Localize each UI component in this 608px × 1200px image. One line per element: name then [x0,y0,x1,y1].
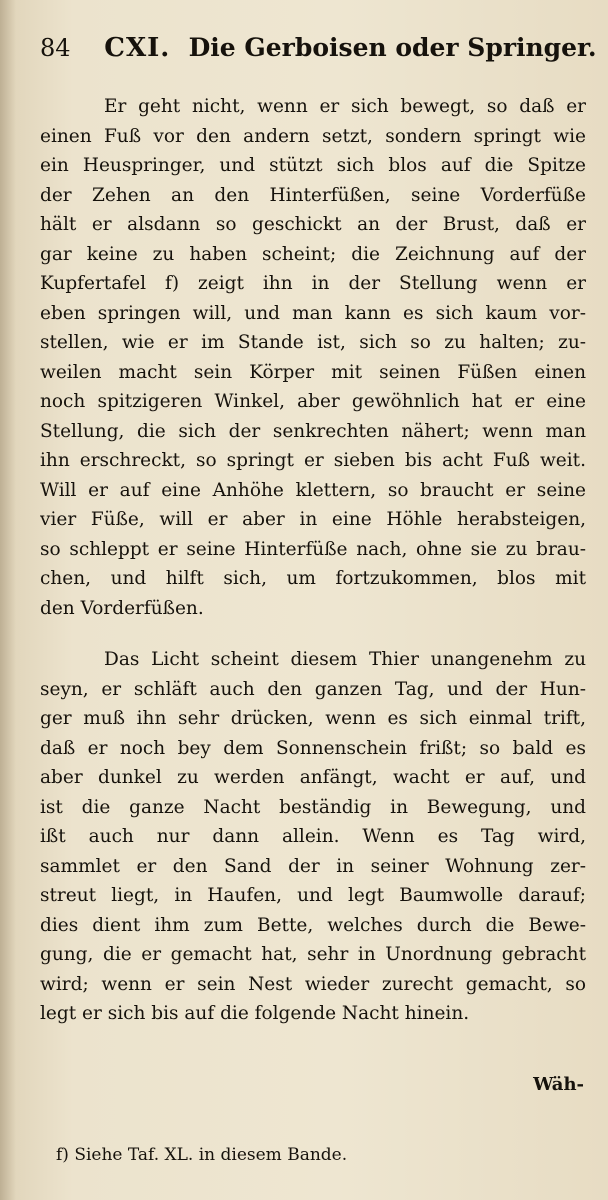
text-line: eben springen will, und man kann es sich kaum vor- [40,302,586,324]
body-text [40,92,586,1029]
catchword: Wäh- [533,1074,584,1095]
footnote: f) Siehe Taf. XL. in diesem Bande. [56,1145,348,1165]
paragraph [40,92,586,623]
spine-shadow [0,0,16,1200]
text-line: legt er sich bis auf die folgende Nacht hinein. [40,1003,470,1024]
text-line: sammlet er den Sand der in seiner Wohnung zer- [40,855,586,877]
text-line: weilen macht sein Körper mit seinen Füßen einen [40,361,586,383]
text-line: Er geht nicht, wenn er sich bewegt, so daß er [104,96,586,117]
text-line: hält er alsdann so geschickt an der Brust, daß er [40,214,586,235]
text-line: streut liegt, in Haufen, und legt Baumwolle darauf; [40,885,586,906]
text-line: gar keine zu haben scheint; die Zeichnung auf der [40,243,586,265]
text-line: den Vorderfüßen. [40,597,204,619]
text-line: vier Füße, will er aber in eine Höhle herabsteigen, [40,509,586,530]
page-number: 84 [40,34,71,62]
text-line: wird; wenn er sein Nest wieder zurecht gemacht, so [40,973,586,995]
text-line: Stellung, die sich der senkrechten nähert; wenn man [40,420,586,442]
text-line: Will er auf eine Anhöhe klettern, so braucht er seine [40,479,586,501]
text-line: Kupfertafel f) zeigt ihn in der Stellung wenn er [40,273,586,294]
text-line: ist die ganze Nacht beständig in Bewegung, und [40,796,586,818]
text-line: Das Licht scheint diesem Thier unangenehm zu [104,649,586,670]
paragraph [40,645,586,1029]
text-line: so schleppt er seine Hinterfüße nach, ohne sie zu brau- [40,538,586,560]
text-line: gung, die er gemacht hat, sehr in Unordnung gebracht [40,944,586,965]
text-line: einen Fuß vor den andern setzt, sondern springt wie [40,125,586,147]
chapter-number: CXI. [104,33,171,63]
text-line: der Zehen an den Hinterfüßen, seine Vorderfüße [40,184,586,206]
text-line: ißt auch nur dann allein. Wenn es Tag wird, [40,826,586,847]
text-line: noch spitzigeren Winkel, aber gewöhnlich hat er eine [40,391,586,412]
text-line: daß er noch bey dem Sonnenschein frißt; so bald es [40,737,586,759]
text-line: stellen, wie er im Stande ist, sich so zu halten; zu- [40,332,586,353]
text-line: aber dunkel zu werden anfängt, wacht er auf, und [40,767,586,788]
text-line: ihn erschreckt, so springt er sieben bis acht Fuß weit. [40,450,586,471]
chapter-title: Die Gerboisen oder Springer. [188,33,597,62]
text-line: chen, und hilft sich, um fortzukommen, blos mit [40,568,586,589]
text-line: seyn, er schläft auch den ganzen Tag, und der Hun- [40,678,586,700]
text-line: ger muß ihn sehr drücken, wenn es sich einmal trift, [40,708,586,729]
text-line: ein Heuspringer, und stützt sich blos auf die Spitze [40,155,586,176]
running-head [40,28,595,68]
text-line: dies dient ihm zum Bette, welches durch die Bewe- [40,914,586,936]
